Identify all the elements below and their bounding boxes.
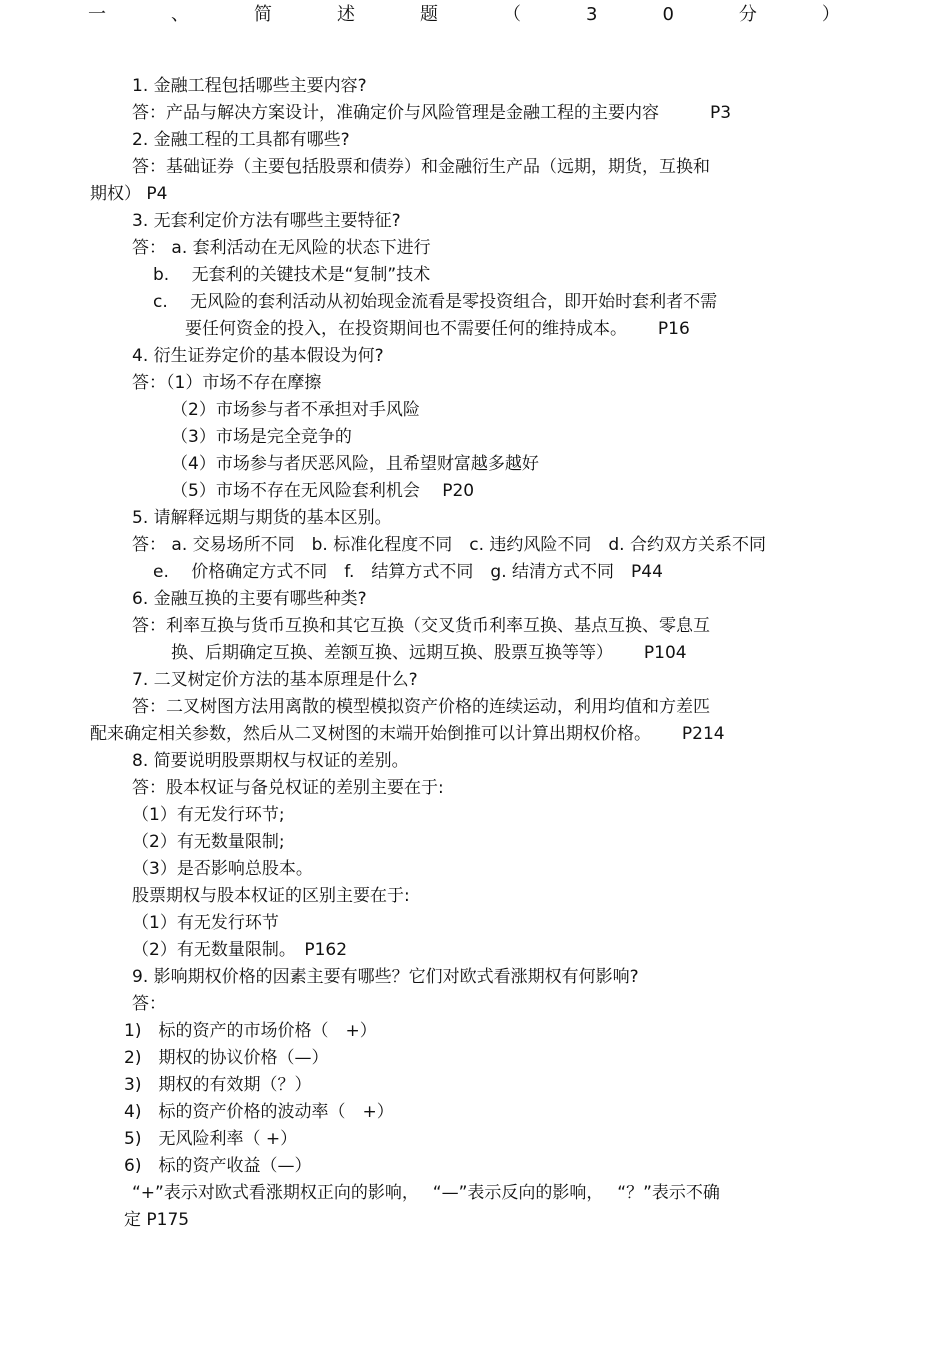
- answer-4-item: （2）市场参与者不承担对手风险: [171, 400, 420, 420]
- answer-6-cont: 换、后期确定互换、差额互换、远期互换、股票互换等等） P104: [171, 643, 687, 663]
- answer-9-item: 1) 标的资产的市场价格（ +）: [124, 1021, 377, 1041]
- heading-char: 3: [586, 4, 598, 25]
- heading-char: ）: [821, 4, 840, 25]
- answer-8: 答：股本权证与备兑权证的差别主要在于:: [132, 778, 444, 798]
- answer-9: 答：: [132, 994, 166, 1014]
- answer-8-item: （2）有无数量限制。 P162: [132, 940, 348, 960]
- answer-9-legend: “+”表示对欧式看涨期权正向的影响， “—”表示反向的影响， “？”表示不确: [132, 1183, 720, 1203]
- heading-char: 0: [662, 4, 674, 25]
- answer-7-cont: 配来确定相关参数，然后从二叉树图的末端开始倒推可以计算出期权价格。 P214: [90, 724, 725, 744]
- heading-char: 一: [88, 4, 106, 25]
- answer-8-item: （1）有无发行环节: [132, 913, 279, 933]
- answer-3-b: b. 无套利的关键技术是“复制”技术: [153, 265, 431, 285]
- answer-4-item: （4）市场参与者厌恶风险，且希望财富越多越好: [171, 454, 539, 474]
- heading-char: 简: [254, 4, 272, 25]
- answer-8-sub-heading: 股票期权与股本权证的区别主要在于:: [132, 886, 410, 906]
- answer-9-item: 4) 标的资产价格的波动率（ +）: [124, 1102, 394, 1122]
- answer-8-item: （2）有无数量限制;: [132, 832, 285, 852]
- question-9: 9. 影响期权价格的因素主要有哪些？它们对欧式看涨期权有何影响?: [132, 967, 639, 987]
- answer-9-legend-cont: 定 P175: [124, 1210, 190, 1230]
- answer-8-item: （1）有无发行环节;: [132, 805, 285, 825]
- answer-9-item: 5) 无风险利率（ +）: [124, 1129, 298, 1149]
- answer-2-cont: 期权） P4: [90, 184, 168, 204]
- section-heading: [88, 4, 840, 26]
- question-7: 7. 二叉树定价方法的基本原理是什么?: [132, 670, 418, 690]
- question-2: 2. 金融工程的工具都有哪些?: [132, 130, 350, 150]
- answer-9-item: 3) 期权的有效期（？）: [124, 1075, 312, 1095]
- answer-3-c-cont: 要任何资金的投入，在投资期间也不需要任何的维持成本。 P16: [185, 319, 690, 339]
- heading-char: 、: [171, 4, 189, 25]
- answer-2: 答：基础证券（主要包括股票和债券）和金融衍生产品（远期，期货，互换和: [132, 157, 710, 177]
- answer-4-item: （3）市场是完全竞争的: [171, 427, 352, 447]
- answer-6: 答：利率互换与货币互换和其它互换（交叉货币利率互换、基点互换、零息互: [132, 616, 710, 636]
- question-1: 1. 金融工程包括哪些主要内容?: [132, 76, 367, 96]
- heading-char: （: [503, 4, 521, 25]
- answer-9-item: 2) 期权的协议价格（—）: [124, 1048, 329, 1068]
- question-3: 3. 无套利定价方法有哪些主要特征?: [132, 211, 401, 231]
- answer-4: 答：（1）市场不存在摩擦: [132, 373, 322, 393]
- question-6: 6. 金融互换的主要有哪些种类?: [132, 589, 367, 609]
- question-5: 5. 请解释远期与期货的基本区别。: [132, 508, 392, 528]
- heading-char: 述: [337, 4, 355, 25]
- answer-8-item: （3）是否影响总股本。: [132, 859, 313, 879]
- answer-7: 答：二叉树图方法用离散的模型模拟资产价格的连续运动，利用均值和方差匹: [132, 697, 710, 717]
- question-8: 8. 简要说明股票期权与权证的差别。: [132, 751, 409, 771]
- answer-5-cont: e. 价格确定方式不同 f. 结算方式不同 g. 结清方式不同 P44: [153, 562, 663, 582]
- heading-char: 分: [738, 4, 757, 25]
- answer-4-item: （5）市场不存在无风险套利机会 P20: [171, 481, 475, 501]
- answer-3-c: c. 无风险的套利活动从初始现金流看是零投资组合，即开始时套利者不需: [153, 292, 718, 312]
- question-4: 4. 衍生证券定价的基本假设为何?: [132, 346, 384, 366]
- answer-5: 答： a. 交易场所不同 b. 标准化程度不同 c. 违约风险不同 d. 合约双方关系不同: [132, 535, 766, 555]
- heading-char: 题: [420, 4, 438, 25]
- answer-9-item: 6) 标的资产收益（—）: [124, 1156, 312, 1176]
- answer-3: 答： a. 套利活动在无风险的状态下进行: [132, 238, 431, 258]
- answer-1: 答：产品与解决方案设计，准确定价与风险管理是金融工程的主要内容 P3: [132, 103, 732, 123]
